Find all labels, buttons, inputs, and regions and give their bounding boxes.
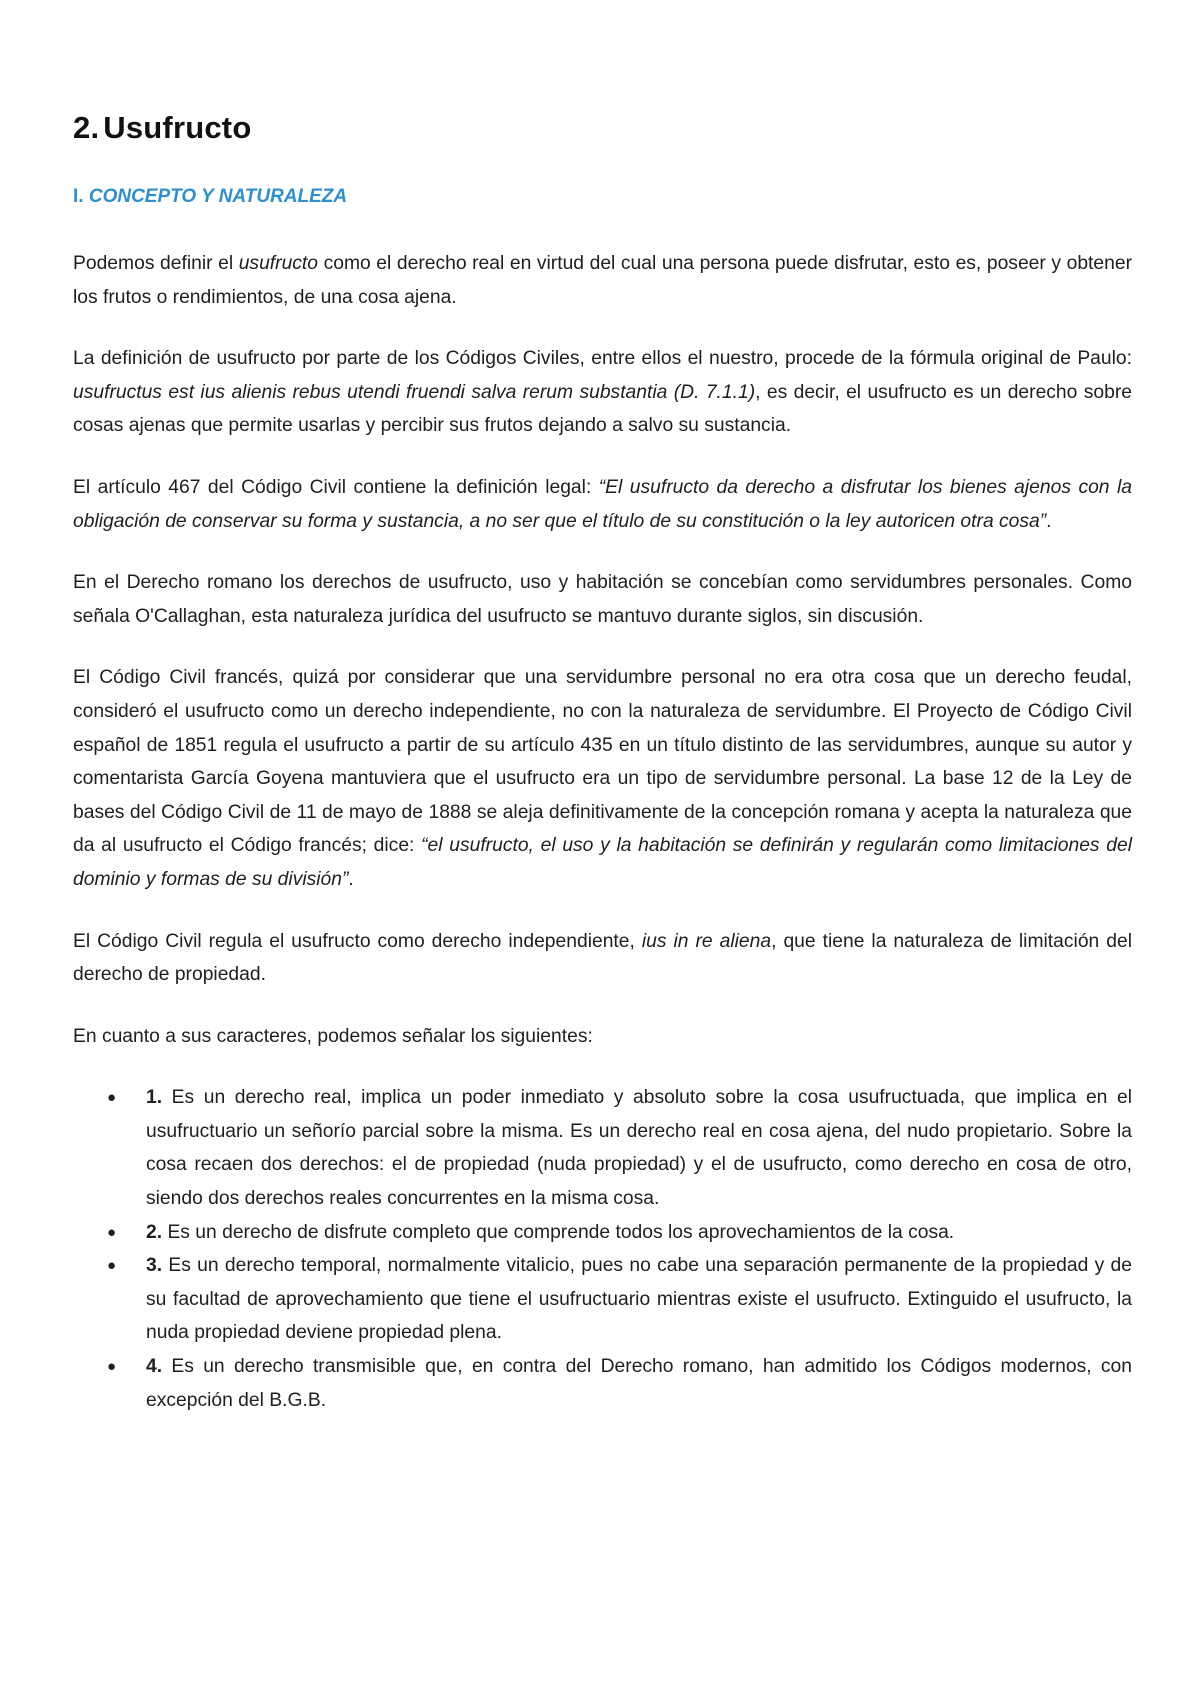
- bullet-icon: ●: [107, 1089, 117, 1107]
- item-number: 4.: [146, 1356, 163, 1378]
- paragraph-paulo-formula: [73, 342, 1132, 443]
- item-number: 3.: [146, 1255, 163, 1277]
- paragraph-text: El artículo 467 del Código Civil contiene la definición legal:: [73, 476, 599, 498]
- paragraph-text: , es decir, el usufructo es un derecho sobre cosas ajenas que permite usarlas y percibir sus frutos dejando a salvo su sustancia.: [73, 381, 1132, 437]
- emphasis-term: usufructo: [238, 253, 319, 274]
- paragraph-french-code: [73, 661, 1132, 896]
- latin-quote: usufructus est ius alienis rebus utendi fruendi salva rerum substantia (D. 7.1.1): [73, 381, 756, 403]
- paragraph-ius-in-re-aliena: [73, 925, 1132, 992]
- paragraph-definition: [73, 247, 1132, 314]
- list-item: [107, 1216, 1132, 1250]
- paragraph-text: La definición de usufructo por parte de los Códigos Civiles, entre ellos el nuestro, procede de la fórmula original de Paulo:: [73, 348, 1132, 370]
- list-item: [107, 1081, 1132, 1215]
- item-text: Es un derecho transmisible que, en contra del Derecho romano, han admitido los Códigos modernos, con excepción del B.G.B.: [146, 1356, 1132, 1411]
- paragraph-text: , que tiene la naturaleza de limitación del derecho de propiedad.: [73, 930, 1132, 986]
- section-title: CONCEPTO Y NATURALEZA: [83, 186, 348, 207]
- paragraph-characters-intro: En cuanto a sus caracteres, podemos señalar los siguientes:: [73, 1025, 593, 1047]
- section-roman-numeral: I.: [73, 186, 84, 207]
- item-text: Es un derecho real, implica un poder inmediato y absoluto sobre la cosa usufructuada, que implica en el usufructuario un señorío parcial sobre la misma. Es un derecho real en cosa ajena, del nudo propietario. Sobre la cosa recaen dos derechos: el de propiedad (nuda propiedad) y el de usufructo, como derecho en cosa de otro, siendo dos derechos reales concurrentes en la misma cosa.: [146, 1087, 1132, 1210]
- bullet-icon: ●: [107, 1223, 117, 1241]
- title-text: Usufructo: [103, 110, 252, 145]
- paragraph-text: El Código Civil regula el usufructo como derecho independiente,: [73, 930, 642, 952]
- page-title: [73, 110, 251, 146]
- item-text: Es un derecho de disfrute completo que comprende todos los aprovechamientos de la cosa.: [162, 1221, 955, 1243]
- paragraph-text: .: [348, 868, 354, 890]
- paragraph-text: como el derecho real en virtud del cual una persona puede disfrutar, esto es, poseer y obtener los frutos o rendimientos, de una cosa ajena.: [73, 253, 1132, 308]
- paragraph-text: .: [1046, 510, 1052, 532]
- document-body: [73, 247, 1132, 1417]
- legal-quote: “El usufructo da derecho a disfrutar los bienes ajenos con la obligación de conservar su forma y sustancia, a no ser que el título de su constitución o la ley autoricen otra cosa”: [73, 476, 1132, 532]
- paragraph-text: Podemos definir el: [73, 253, 239, 274]
- item-number: 1.: [146, 1087, 163, 1109]
- item-number: 2.: [146, 1221, 163, 1243]
- list-item: [107, 1350, 1132, 1417]
- paragraph-text: El Código Civil francés, quizá por considerar que una servidumbre personal no era otra cosa que un derecho feudal, consideró el usufructo como un derecho independiente, no con la naturaleza de servidumbre. El Proyecto de Código Civil español de 1851 regula el usufructo a partir de su artículo 435 en un título distinto de las servidumbres, aunque su autor y comentarista García Goyena mantuviera que el usufructo era un tipo de servidumbre personal. La base 12 de la Ley de bases del Código Civil de 11 de mayo de 1888 se aleja definitivamente de la concepción romana y acepta la naturaleza que da al usufructo el Código francés; dice:: [73, 667, 1132, 857]
- list-item: [107, 1249, 1132, 1350]
- paragraph-roman-law: En el Derecho romano los derechos de usufructo, uso y habitación se concebían como servidumbres personales. Como señala O'Callaghan, esta naturaleza jurídica del usufructo se mantuvo durante siglos, sin discusión.: [73, 572, 1132, 627]
- bullet-icon: ●: [107, 1358, 117, 1376]
- title-number: 2.: [73, 110, 100, 145]
- paragraph-article-467: [73, 471, 1132, 538]
- section-heading: [73, 186, 347, 208]
- latin-term: ius in re aliena: [641, 930, 772, 952]
- item-text: Es un derecho temporal, normalmente vitalicio, pues no cabe una separación permanente de la propiedad y de su facultad de aprovechamiento que tiene el usufructuario mientras existe el usufructo. Extinguido el usufructo, la nuda propiedad deviene propiedad plena.: [146, 1255, 1132, 1344]
- characters-list: [73, 1081, 1132, 1417]
- base-12-quote: “el usufructo, el uso y la habitación se definirán y regularán como limitaciones del dominio y formas de su división”: [73, 835, 1133, 890]
- bullet-icon: ●: [107, 1257, 117, 1275]
